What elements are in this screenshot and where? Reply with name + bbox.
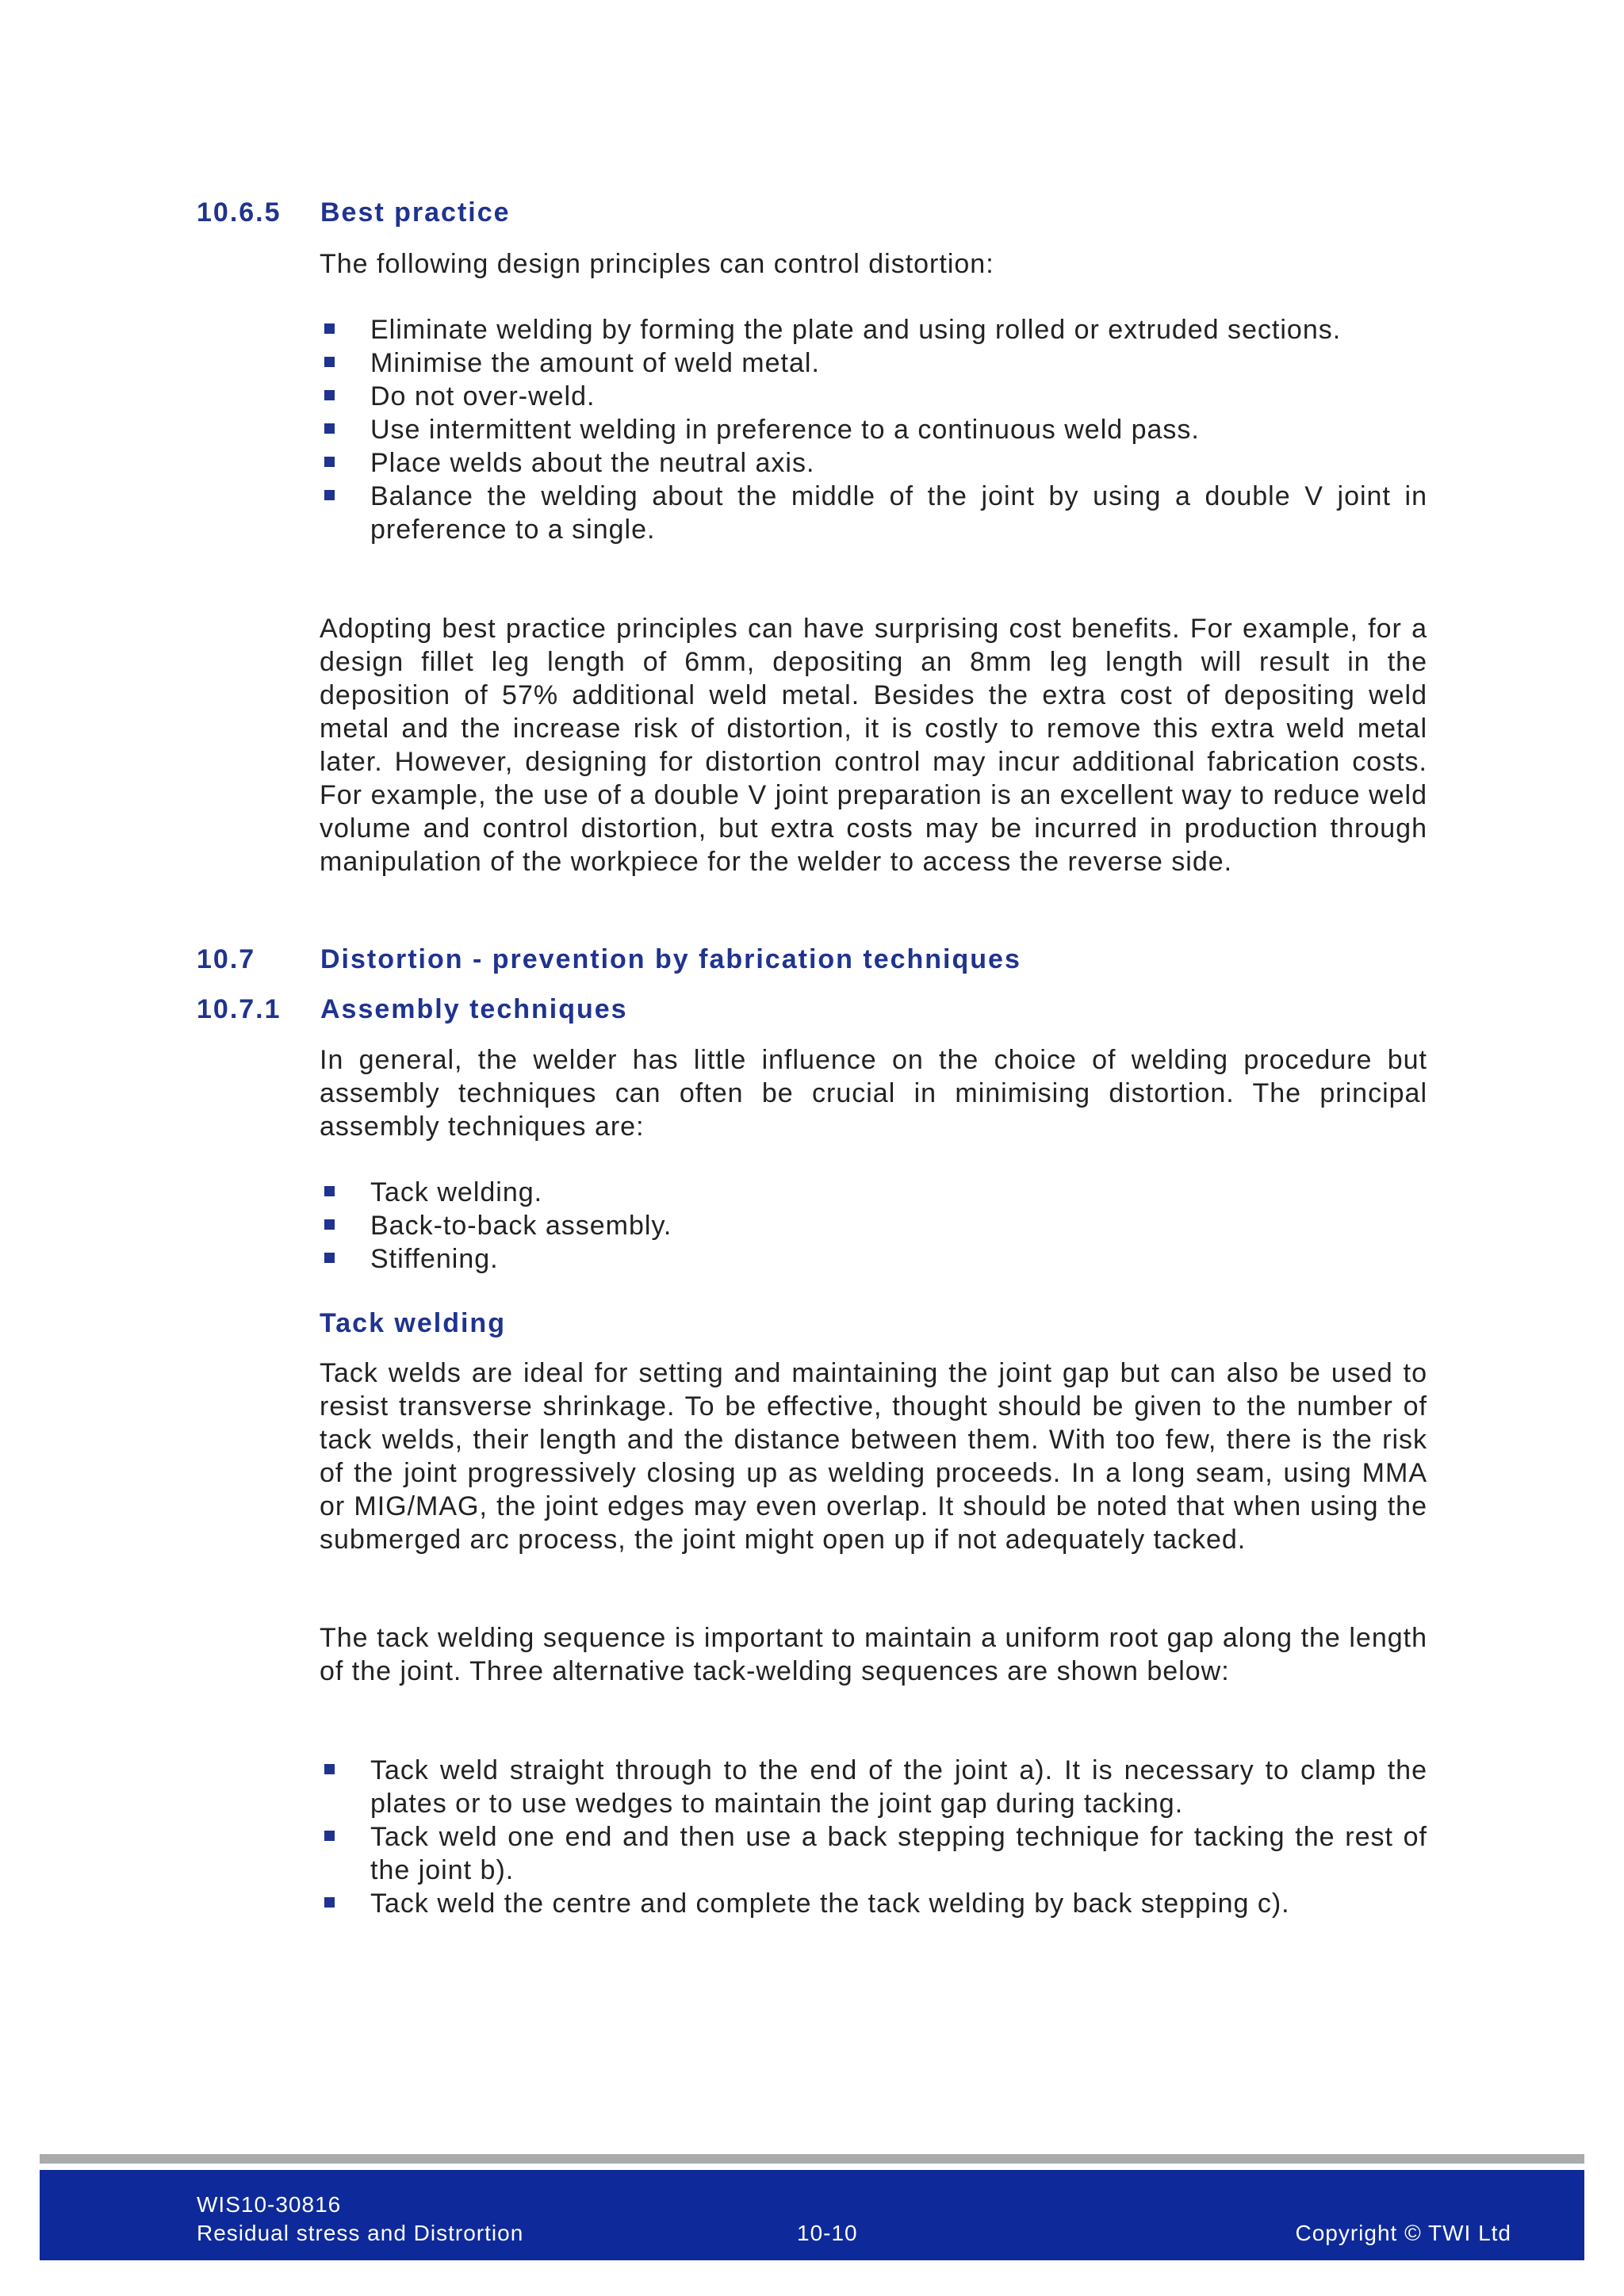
list-item-text: Stiffening. (370, 1244, 499, 1274)
square-bullet-icon (324, 323, 335, 334)
list-item (320, 1820, 1427, 1887)
section-heading-10-6-5 (197, 197, 511, 228)
section-title: Best practice (320, 197, 511, 228)
square-bullet-icon (324, 423, 335, 434)
list-item (320, 1754, 1427, 1820)
list-item (320, 413, 1427, 446)
tack-welding-paragraph-2: The tack welding sequence is important to maintain a uniform root gap along the length of the joint. Three alternative tack-welding sequences are shown below: (320, 1623, 1427, 1686)
square-bullet-icon (324, 457, 335, 467)
list-item-text: Use intermittent welding in preference to a continuous weld pass. (370, 415, 1200, 445)
list-item (320, 480, 1427, 546)
list-item-text: Back-to-back assembly. (370, 1211, 672, 1241)
list-item (320, 446, 1427, 480)
tack-welding-paragraph-1: Tack welds are ideal for setting and maintaining the joint gap but can also be used to resist transverse shrinkage. To be effective, thought should be given to the number of tack welds, their length and the distance between them. With too few, there is the risk of the joint progressively closing up as welding proceeds. In a long seam, using MMA or MIG/MAG, the joint edges may even overlap. It should be noted that when using the submerged arc process, the joint might open up if not adequately tacked. (320, 1358, 1427, 1555)
assembly-list (320, 1176, 1427, 1276)
list-item-text: Tack welding. (370, 1177, 543, 1207)
list-item (320, 1176, 1427, 1209)
list-item (320, 380, 1427, 413)
square-bullet-icon (324, 390, 335, 400)
list-item-text: Minimise the amount of weld metal. (370, 348, 820, 378)
tack-welding-list-block (320, 1754, 1427, 1920)
list-item (320, 1209, 1427, 1242)
subheading-tack-welding: Tack welding (320, 1308, 506, 1338)
section-heading-10-7-1 (197, 994, 628, 1025)
list-item (320, 1887, 1427, 1920)
footer-copyright: Copyright © TWI Ltd (1295, 2221, 1511, 2245)
list-item-text: Balance the welding about the middle of the joint by using a double V joint in preference to a single. (370, 481, 1427, 545)
square-bullet-icon (324, 1253, 335, 1263)
square-bullet-icon (324, 1764, 335, 1774)
list-item-text: Tack weld one end and then use a back stepping technique for tacking the rest of the joint b). (370, 1822, 1427, 1885)
best-practice-intro: The following design principles can control distortion: (320, 249, 994, 279)
square-bullet-icon (324, 1897, 335, 1908)
best-practice-list-block (320, 313, 1427, 546)
list-item (320, 346, 1427, 380)
list-item-text: Do not over-weld. (370, 381, 596, 411)
section-number: 10.7 (197, 944, 256, 974)
section-title: Distortion - prevention by fabrication techniques (320, 944, 1021, 974)
footer-page-number: 10-10 (797, 2221, 858, 2245)
square-bullet-icon (324, 490, 335, 500)
tack-welding-list (320, 1754, 1427, 1920)
footer-doc-title: Residual stress and Distrortion (197, 2221, 524, 2245)
tack-welding-paragraph-2-block (320, 1621, 1427, 1688)
section-title: Assembly techniques (320, 994, 628, 1024)
list-item-text: Tack weld straight through to the end of the joint a). It is necessary to clamp the plates or to use wedges to maintain the joint gap during tacking. (370, 1755, 1427, 1819)
list-item (320, 1242, 1427, 1276)
page-footer (40, 2170, 1584, 2260)
tack-welding-paragraph-1-block (320, 1357, 1427, 1556)
footer-doc-code: WIS10-30816 (197, 2192, 342, 2217)
square-bullet-icon (324, 357, 335, 367)
best-practice-paragraph-block (320, 612, 1427, 878)
assembly-intro-block (320, 1043, 1427, 1143)
best-practice-list (320, 313, 1427, 546)
section-number: 10.6.5 (197, 197, 282, 228)
best-practice-paragraph: Adopting best practice principles can have surprising cost benefits. For example, for a design fillet leg length of 6mm, depositing an 8mm leg length will result in the deposition of 57% additional weld metal. Besides the extra cost of depositing weld metal and the increase risk of distortion, it is costly to remove this extra weld metal later. However, designing for distortion control may incur additional fabrication costs. For example, the use of a double V joint preparation is an excellent way to reduce weld volume and control distortion, but extra costs may be incurred in production through manipulation of the workpiece for the welder to access the reverse side. (320, 614, 1427, 877)
footer-divider (40, 2154, 1584, 2164)
list-item (320, 313, 1427, 346)
assembly-intro: In general, the welder has little influence on the choice of welding procedure but assembly techniques can often be crucial in minimising distortion. The principal assembly techniques are: (320, 1045, 1427, 1142)
square-bullet-icon (324, 1186, 335, 1196)
square-bullet-icon (324, 1831, 335, 1841)
assembly-list-block (320, 1176, 1427, 1276)
list-item-text: Eliminate welding by forming the plate and using rolled or extruded sections. (370, 315, 1342, 345)
list-item-text: Place welds about the neutral axis. (370, 448, 815, 478)
best-practice-intro-block (320, 247, 1427, 281)
square-bullet-icon (324, 1219, 335, 1230)
section-number: 10.7.1 (197, 994, 282, 1024)
list-item-text: Tack weld the centre and complete the tack welding by back stepping c). (370, 1888, 1290, 1919)
section-heading-10-7 (197, 944, 1021, 975)
